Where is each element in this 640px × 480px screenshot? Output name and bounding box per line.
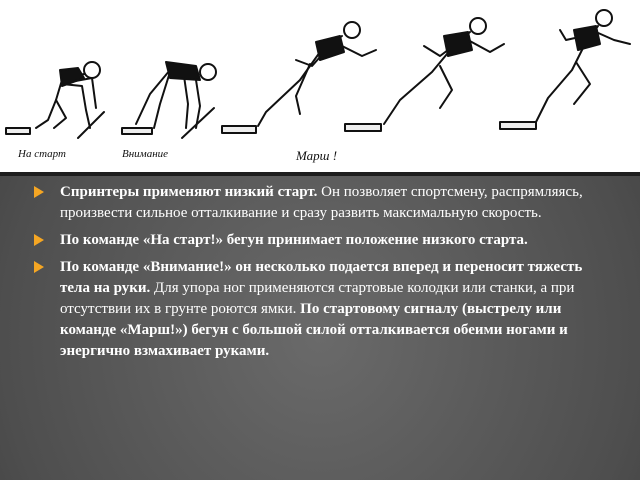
runner-figures-drawing (0, 0, 640, 172)
caption-march: Марш ! (296, 148, 338, 163)
arrow-bullet-icon (34, 234, 44, 246)
bullet-1-text: Он позволяет спортсмену, распрямляясь, произвести сильное отталкивание и сразу развить максимальную скорость. (60, 184, 583, 221)
arrow-bullet-icon (34, 186, 44, 198)
bullet-item-1 (34, 182, 614, 224)
caption-start: На старт (18, 148, 66, 160)
arrow-bullet-icon (34, 261, 44, 273)
bullet-2-bold: По команде «На старт!» бегун принимает положение низкого старта. (60, 232, 528, 248)
bullet-3-bold: По команде «Внимание!» он несколько подается вперед и переносит тяжесть тела на руки. (60, 259, 583, 296)
bullet-1-bold: Спринтеры применяют низкий старт. (60, 184, 318, 200)
bullet-list (34, 182, 614, 368)
caption-attention: Внимание (122, 148, 169, 160)
bullet-3-bold-end: По стартовому сигналу (выстрелу или команде «Марш!») бегун с большой силой отталкивается обеими ногами и энергично взмахивает руками. (60, 301, 568, 359)
bullet-item-2 (34, 230, 614, 251)
sprint-start-illustration (0, 0, 640, 176)
bullet-3-text: Для упора ног применяются стартовые колодки или станки, а при отсутствии их в грунте роются ямки. (60, 280, 575, 317)
bullet-item-3 (34, 257, 614, 362)
